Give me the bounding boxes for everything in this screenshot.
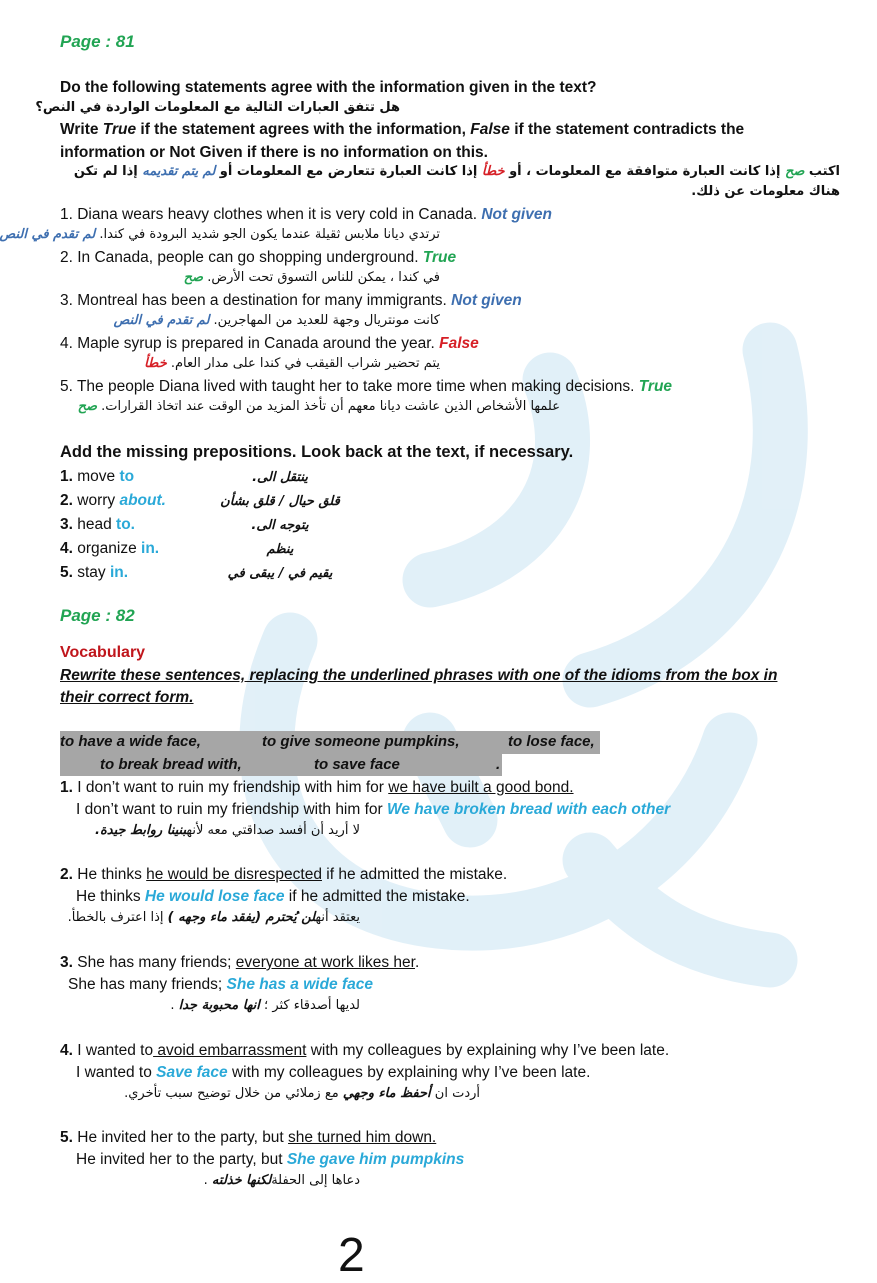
idiom: to have a wide face, [60, 733, 201, 750]
exercise-arabic [60, 823, 360, 838]
sentence-text: He invited her to the party, but [76, 1151, 287, 1168]
exercise-sentence [60, 866, 507, 884]
idiom: to lose face, [508, 733, 595, 750]
arabic-answer: لم تقدم في النص [113, 313, 210, 328]
item-number: 2. [60, 492, 73, 509]
exercise-arabic [60, 910, 360, 925]
text: if the statement agrees with the information, [136, 121, 471, 138]
statement-text [60, 292, 522, 310]
text-false-ar: خطأ [481, 164, 505, 179]
text-true: True [102, 121, 137, 138]
item-answer: about. [119, 492, 166, 509]
item-number: 5. [60, 564, 73, 581]
page-82-header: Page : 82 [60, 606, 135, 625]
sentence-text: with my colleagues by explaining why I’ve been late. [306, 1042, 670, 1059]
underlined-phrase: avoid embarrassment [153, 1042, 307, 1059]
item-answer: to. [116, 516, 135, 533]
arabic-text: يعتقد أنه [315, 910, 360, 925]
statement: 5. The people Diana lived with taught her to take more time when making decisions. [60, 378, 635, 395]
item-answer: to [119, 468, 135, 485]
arabic-idiom: لن يُحترم (يفقد ماء وجهه ) [167, 910, 316, 925]
statement: 2. In Canada, people can go shopping underground. [60, 249, 419, 266]
item-word: move [77, 468, 116, 485]
item-word: organize [77, 540, 137, 557]
sentence-text: I don’t want to ruin my friendship with him for [76, 801, 387, 818]
idiom-answer: She has a wide face [226, 976, 373, 993]
statement-text [60, 335, 479, 353]
exercise-arabic [60, 1173, 360, 1188]
arabic-answer: لم تقدم في النص [0, 227, 96, 242]
statement: 4. Maple syrup is prepared in Canada around the year. [60, 335, 435, 352]
arabic-answer: صح [183, 270, 204, 285]
arabic-text: لديها أصدقاء كثر ؛ [259, 998, 360, 1013]
arabic-text: . [170, 998, 179, 1013]
arabic-text: كانت مونتريال وجهة للعديد من المهاجرين. [213, 313, 440, 328]
sentence-text: He thinks [72, 866, 147, 883]
arabic-text: مع زملائي من خلال توضيح سبب تأخري. [124, 1086, 343, 1101]
exercise-answer-line [76, 888, 470, 906]
statement-answer: Not given [451, 292, 522, 309]
exercise-number: 3. [60, 954, 73, 971]
page-number: 2 [338, 1229, 365, 1282]
text: اكتب [804, 164, 840, 179]
statement-answer: Not given [481, 206, 552, 223]
underlined-phrase: she turned him down. [288, 1129, 437, 1146]
sentence-text: She has many friends; [72, 954, 236, 971]
statement: 3. Montreal has been a destination for many immigrants. [60, 292, 447, 309]
text: if the statement contradicts the [509, 121, 745, 138]
arabic-text: . [203, 1173, 212, 1188]
statement-arabic [60, 399, 560, 414]
item-arabic: قلق حيال / قلق بشأن [220, 494, 340, 509]
statement-answer: True [422, 249, 457, 266]
tf-instruction-arabic-question: هل تتفق العبارات التالية مع المعلومات الواردة في النص؟ [35, 100, 400, 115]
item-word: stay [77, 564, 106, 581]
statement-arabic [60, 270, 440, 285]
item-word: worry [77, 492, 116, 509]
arabic-text: علمها الأشخاص الذين عاشت ديانا معهم أن تأخذ المزيد من الوقت عند اتخاذ القرارات. [101, 399, 560, 414]
idiom-answer: Save face [156, 1064, 228, 1081]
sentence-text: with my colleagues by explaining why I’ve been late. [227, 1064, 591, 1081]
idiom-answer: We have broken bread with each other [387, 801, 671, 818]
item-arabic: يتوجه الى. [251, 518, 309, 533]
prepositions-title: Add the missing prepositions. Look back at the text, if necessary. [60, 443, 574, 461]
arabic-text: في كندا ، يمكن للناس التسوق تحت الأرض. [207, 270, 440, 285]
tf-instruction-arabic [73, 164, 840, 179]
statement-text [60, 249, 456, 267]
statement-arabic [0, 227, 440, 242]
arabic-text: إذا اعترف بالخطأ. [67, 910, 168, 925]
sentence-text: if he admitted the mistake. [284, 888, 470, 905]
exercise-arabic [60, 1086, 480, 1101]
arabic-answer: صح [77, 399, 97, 414]
idiom-answer: He would lose face [144, 888, 285, 905]
arabic-text: لا أريد أن أفسد صداقتي معه لأنه [186, 823, 360, 838]
idiom-dot: . [496, 756, 501, 773]
exercise-answer-line [76, 1151, 464, 1169]
tf-instruction-line2 [60, 121, 744, 139]
tf-instruction-line3: information or Not Given if there is no information on this. [60, 144, 488, 161]
item-answer: in. [110, 564, 129, 581]
sentence-text: He thinks [76, 888, 145, 905]
text-ng-ar: لم يتم تقديمه [142, 164, 216, 179]
item-arabic: ينتقل الى. [252, 470, 308, 485]
sentence-text: . [414, 954, 420, 971]
text: إذا لم تكن [73, 164, 143, 179]
arabic-idiom: بنينا روابط جيدة. [95, 823, 187, 838]
statement-text [60, 206, 552, 224]
item-number: 4. [60, 540, 73, 557]
idiom: to save face [314, 756, 400, 773]
text: إذا كانت العبارة تتعارض مع المعلومات أو [215, 164, 482, 179]
idiom-box-row1 [60, 731, 600, 754]
exercise-answer-line [76, 801, 670, 819]
text-false: False [470, 121, 510, 138]
sentence-text: if he admitted the mistake. [321, 866, 508, 883]
text-true-ar: صح [784, 164, 805, 179]
arabic-answer: خطأ [144, 356, 167, 371]
exercise-number: 5. [60, 1129, 73, 1146]
item-number: 1. [60, 468, 73, 485]
arabic-text: يتم تحضير شراب القيقب في كندا على مدار العام. [170, 356, 440, 371]
item-number: 3. [60, 516, 73, 533]
statement-answer: True [638, 378, 673, 395]
idiom-box-row2 [60, 754, 502, 776]
statement: 1. Diana wears heavy clothes when it is very cold in Canada. [60, 206, 477, 223]
idiom: to give someone pumpkins, [262, 733, 460, 750]
arabic-idiom: انها محبوبة جدا [178, 998, 260, 1013]
exercise-number: 4. [60, 1042, 73, 1059]
statement-arabic [60, 356, 440, 371]
idiom-answer: She gave him pumpkins [286, 1151, 465, 1168]
statement-arabic [60, 313, 440, 328]
exercise-sentence [60, 1042, 669, 1060]
exercise-number: 1. [60, 779, 73, 796]
exercise-arabic [60, 998, 360, 1013]
exercise-answer-line [76, 1064, 590, 1082]
exercise-answer-line [68, 976, 373, 994]
underlined-phrase: he would be disrespected [146, 866, 322, 883]
statement-text [60, 378, 672, 396]
arabic-idiom: لكنها خذلته [211, 1173, 272, 1188]
sentence-text: I wanted to [72, 1042, 154, 1059]
text: إذا كانت العبارة متوافقة مع المعلومات ، أو [504, 164, 785, 179]
text: Write [60, 121, 103, 138]
sentence-text: I don’t want to ruin my friendship with him for [72, 779, 389, 796]
item-arabic: يقيم في / يبقى في [227, 566, 333, 581]
underlined-phrase: we have built a good bond. [388, 779, 574, 796]
vocab-instruction-line1: Rewrite these sentences, replacing the underlined phrases with one of the idioms from the box in [60, 667, 778, 684]
exercise-sentence [60, 1129, 436, 1147]
vocab-instruction-line2: their correct form. [60, 689, 194, 706]
item-arabic: ينظم [266, 542, 294, 557]
sentence-text: He invited her to the party, but [72, 1129, 289, 1146]
page-81-header: Page : 81 [60, 32, 135, 51]
idiom: to break bread with, [100, 756, 242, 773]
exercise-sentence [60, 954, 419, 972]
sentence-text: She has many friends; [68, 976, 227, 993]
arabic-text: ترتدي ديانا ملابس ثقيلة عندما يكون الجو شديد البرودة في كندا. [99, 227, 440, 242]
statement-answer: False [439, 335, 479, 352]
vocabulary-heading: Vocabulary [60, 644, 146, 661]
sentence-text: I wanted to [76, 1064, 157, 1081]
item-word: head [77, 516, 112, 533]
arabic-idiom: أحفظ ماء وجهي [342, 1086, 431, 1101]
item-answer: in. [141, 540, 160, 557]
exercise-number: 2. [60, 866, 73, 883]
underlined-phrase: everyone at work likes her [235, 954, 415, 971]
arabic-text: أردت ان [430, 1086, 480, 1101]
arabic-text: دعاها إلى الحفلة [271, 1173, 360, 1188]
tf-instruction-arabic-line2: هناك معلومات عن ذلك. [691, 184, 840, 199]
exercise-sentence [60, 779, 574, 797]
tf-instruction-line1: Do the following statements agree with the information given in the text? [60, 79, 597, 96]
